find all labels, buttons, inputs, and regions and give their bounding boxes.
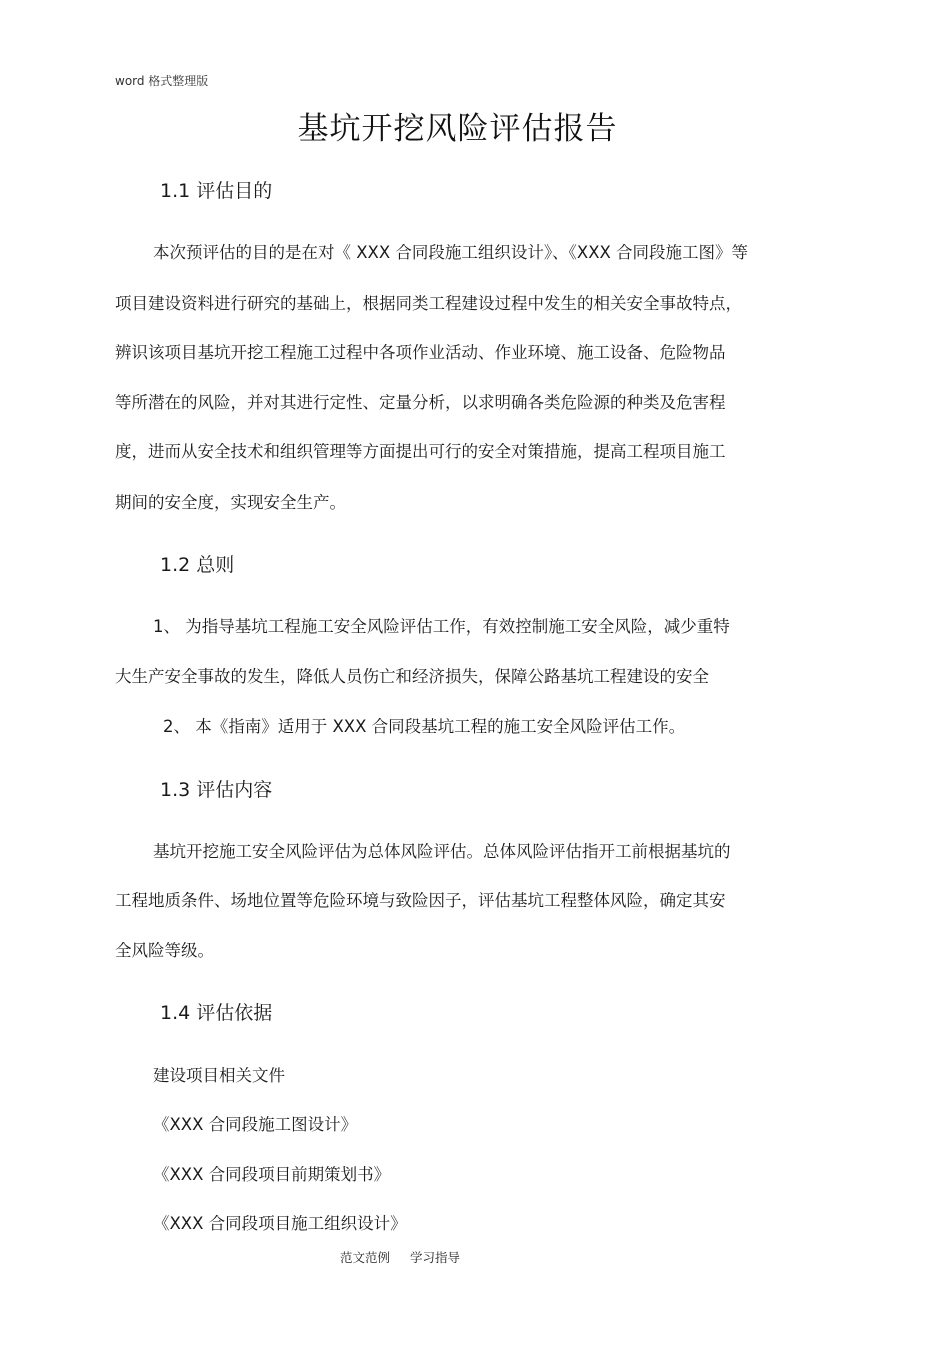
paragraph-line: 工程地质条件、场地位置等危险环境与致险因子，评估基坑工程整体风险，确定其安: [115, 891, 726, 910]
paragraph-line: 等所潜在的风险，并对其进行定性、定量分析，以求明确各类危险源的种类及危害程: [115, 393, 726, 412]
header-note: word 格式整理版: [115, 74, 209, 88]
section-heading-1-3: 1.3 评估内容: [160, 779, 273, 801]
list-item: 1、 为指导基坑工程施工安全风险评估工作，有效控制施工安全风险，减少重特: [153, 617, 730, 636]
paragraph-line: 全风险等级。: [115, 941, 214, 960]
section-heading-1-2: 1.2 总则: [160, 554, 235, 576]
paragraph-line: 项目建设资料进行研究的基础上，根据同类工程建设过程中发生的相关安全事故特点，: [115, 294, 742, 313]
paragraph-line: 度，进而从安全技术和组织管理等方面提出可行的安全对策措施，提高工程项目施工: [115, 442, 726, 461]
section-heading-1-1: 1.1 评估目的: [160, 180, 273, 202]
list-item: 2、 本《指南》适用于 XXX 合同段基坑工程的施工安全风险评估工作。: [163, 717, 686, 736]
paragraph-line: 建设项目相关文件: [153, 1066, 285, 1085]
footer-right-text: 学习指导: [410, 1250, 461, 1265]
paragraph-line: 基坑开挖施工安全风险评估为总体风险评估。总体风险评估指开工前根据基坑的: [153, 842, 731, 861]
reference-item: 《XXX 合同段项目施工组织设计》: [153, 1214, 407, 1233]
paragraph-line: 期间的安全度，实现安全生产。: [115, 493, 346, 512]
paragraph-line: 本次预评估的目的是在对《 XXX 合同段施工组织设计》、《XXX 合同段施工图》等: [153, 243, 749, 262]
section-heading-1-4: 1.4 评估依据: [160, 1002, 273, 1024]
reference-item: 《XXX 合同段施工图设计》: [153, 1115, 358, 1134]
paragraph-line: 大生产安全事故的发生，降低人员伤亡和经济损失，保障公路基坑工程建设的安全: [115, 667, 709, 686]
page-footer: [340, 1252, 480, 1265]
paragraph-line: 辨识该项目基坑开挖工程施工过程中各项作业活动、作业环境、施工设备、危险物品: [115, 343, 726, 362]
footer-left-text: 范文范例: [340, 1250, 391, 1265]
document-title: 基坑开挖风险评估报告: [297, 111, 618, 147]
reference-item: 《XXX 合同段项目前期策划书》: [153, 1165, 391, 1184]
